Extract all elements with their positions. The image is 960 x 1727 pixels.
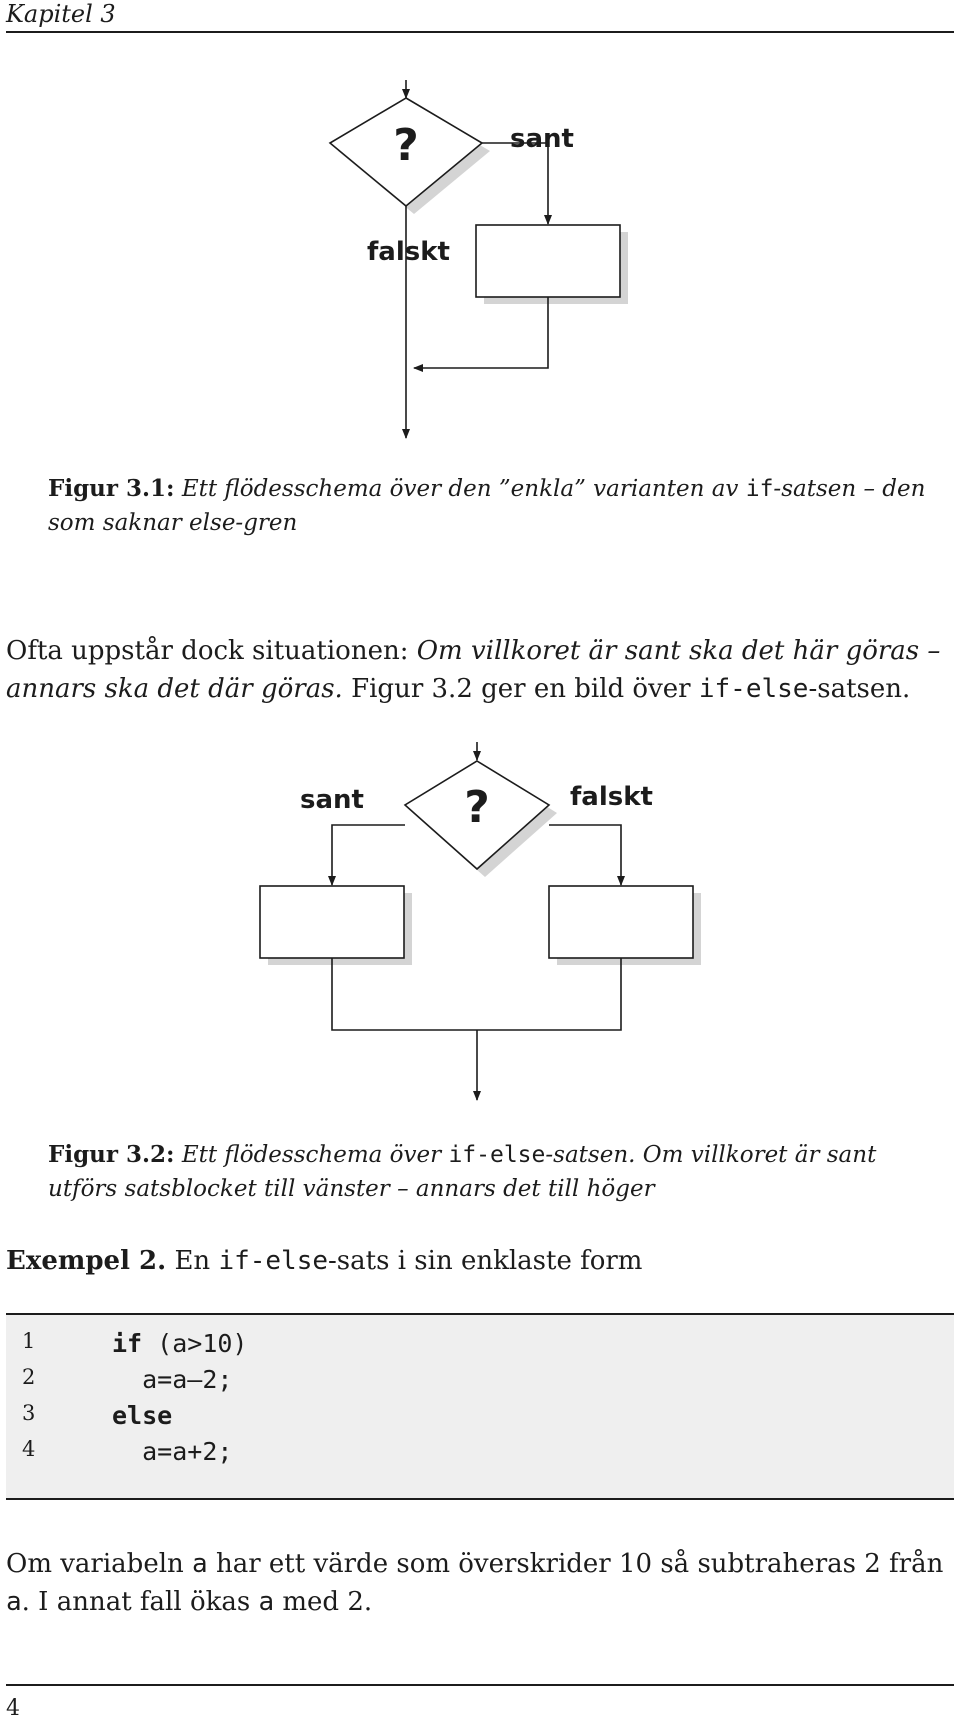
flowchart-if-else-svg bbox=[0, 730, 960, 1110]
merge-line-2 bbox=[332, 958, 621, 1030]
example-code: if-else bbox=[218, 1246, 329, 1276]
footer-rule bbox=[6, 1684, 954, 1686]
example-text-2: -sats i sin enklaste form bbox=[328, 1246, 643, 1276]
code-rest: a=a+2; bbox=[142, 1437, 233, 1466]
explanation-text-3: . I annat fall ökas bbox=[21, 1587, 251, 1617]
paragraph-intro-text-3: -satsen. bbox=[808, 674, 911, 704]
paragraph-explanation bbox=[6, 1545, 956, 1621]
code-line bbox=[6, 1329, 954, 1365]
explanation-var: a bbox=[192, 1549, 208, 1579]
figure2-caption-text-2: -satsen. Om villkoret är sant utförs satsblocket till vänster – annars det till höger bbox=[48, 1142, 877, 1202]
code-text bbox=[112, 1437, 232, 1466]
example-text: En bbox=[174, 1246, 211, 1276]
figure-if-flowchart bbox=[0, 60, 960, 460]
true-label-2: sant bbox=[300, 785, 364, 815]
false-label-2: falskt bbox=[570, 782, 653, 812]
explanation-text-2: har ett värde som överskrider 10 så subtraheras 2 från bbox=[215, 1549, 944, 1579]
decision-question-mark: ? bbox=[393, 120, 419, 171]
paragraph-intro bbox=[6, 632, 956, 708]
merge-arrow bbox=[414, 297, 548, 368]
figure1-caption-text-2: -satsen – den som saknar else-gren bbox=[48, 476, 926, 536]
code-listing bbox=[6, 1313, 954, 1500]
page-number: 4 bbox=[6, 1696, 20, 1721]
explanation-var-3: a bbox=[258, 1587, 275, 1617]
left-process-box bbox=[260, 886, 404, 958]
code-text bbox=[112, 1401, 172, 1430]
line-number: 3 bbox=[22, 1401, 36, 1425]
process-box bbox=[476, 225, 620, 297]
code-keyword: else bbox=[112, 1401, 173, 1430]
false-label: falskt bbox=[367, 237, 450, 267]
example-heading bbox=[6, 1242, 956, 1280]
code-line bbox=[6, 1437, 954, 1473]
code-rest: (a>10) bbox=[142, 1329, 248, 1358]
decision-question-mark-2: ? bbox=[464, 782, 490, 833]
figure1-caption-text: Ett flödesschema över den ”enkla” varianten av bbox=[181, 476, 739, 502]
code-line bbox=[6, 1365, 954, 1401]
code-line bbox=[6, 1401, 954, 1437]
line-number: 2 bbox=[22, 1365, 36, 1389]
figure2-caption-code: if-else bbox=[448, 1142, 546, 1168]
false-branch-arrow-2 bbox=[549, 825, 621, 885]
code-rest: a=a—2; bbox=[142, 1365, 233, 1394]
figure-if-else-flowchart bbox=[0, 730, 960, 1110]
figure2-caption-label: Figur 3.2: bbox=[48, 1141, 175, 1168]
figure2-caption-text: Ett flödesschema över bbox=[181, 1142, 442, 1168]
true-label: sant bbox=[510, 124, 574, 154]
explanation-var-2: a bbox=[6, 1587, 22, 1617]
code-indent bbox=[112, 1437, 142, 1466]
paragraph-intro-text-2: Figur 3.2 ger en bild över bbox=[351, 674, 691, 704]
true-branch-arrow-2 bbox=[332, 825, 405, 885]
flowchart-if-svg bbox=[0, 60, 960, 460]
explanation-text-4: med 2. bbox=[282, 1587, 373, 1617]
code-text bbox=[112, 1365, 232, 1394]
chapter-header: Kapitel 3 bbox=[6, 0, 116, 28]
true-branch-arrow bbox=[482, 143, 548, 224]
explanation-text: Om variabeln bbox=[6, 1549, 184, 1579]
example-label: Exempel 2. bbox=[6, 1246, 167, 1276]
line-number: 1 bbox=[22, 1329, 36, 1353]
figure1-caption-label: Figur 3.1: bbox=[48, 475, 175, 502]
code-indent bbox=[112, 1365, 142, 1394]
code-text bbox=[112, 1329, 247, 1358]
paragraph-intro-code: if-else bbox=[698, 674, 809, 704]
line-number: 4 bbox=[22, 1437, 36, 1461]
header-rule bbox=[6, 31, 954, 33]
paragraph-intro-italic: Om villkoret är sant ska det här göras – annars ska det där göras. bbox=[6, 636, 941, 704]
right-process-box bbox=[549, 886, 693, 958]
paragraph-intro-text: Ofta uppstår dock situationen: bbox=[6, 636, 409, 666]
code-keyword: if bbox=[112, 1329, 143, 1358]
figure1-caption bbox=[48, 472, 928, 540]
figure2-caption bbox=[48, 1138, 928, 1206]
figure1-caption-code: if bbox=[745, 476, 774, 502]
